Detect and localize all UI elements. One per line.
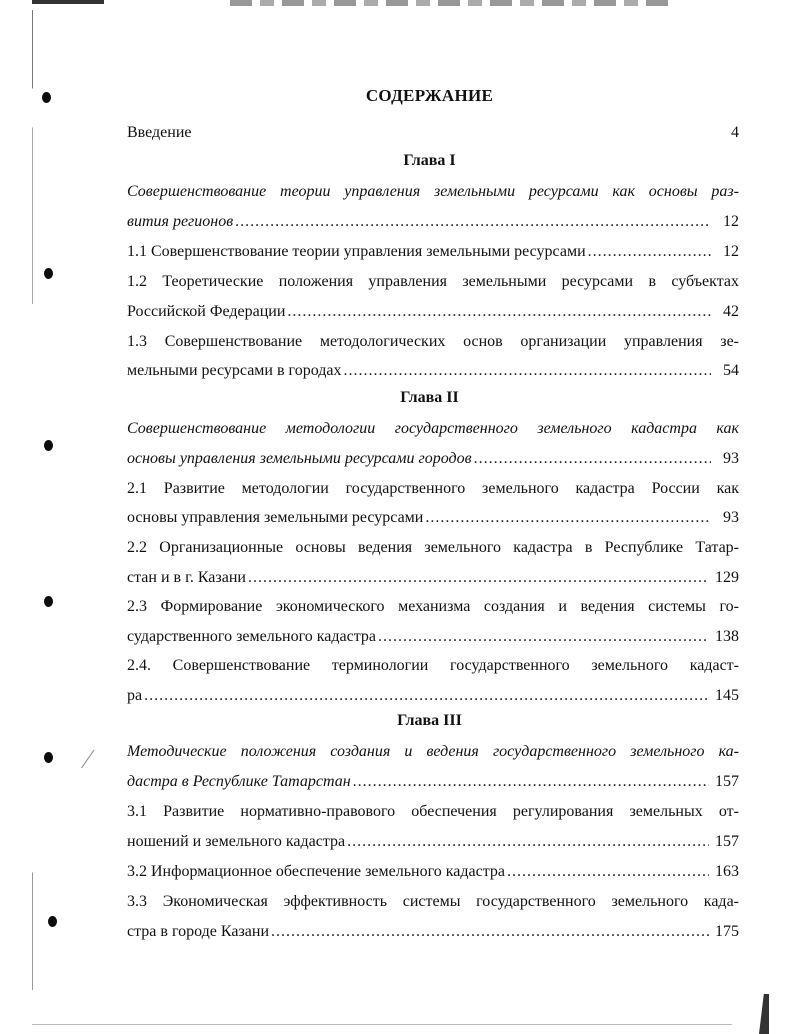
toc-entry-1-2-line2: Российской Федерации ..... 42 <box>127 301 739 323</box>
leader-dots <box>588 241 711 263</box>
toc-page-number: 4 <box>731 124 739 141</box>
leader-dots <box>287 301 711 323</box>
toc-entry-2-4-line1: 2.4. Совершенствование терминологии государственного земельного кадаст- <box>127 657 739 674</box>
chapter-title-1-line1: Совершенствование теории управления земельными ресурсами как основы раз- <box>127 183 739 200</box>
toc-entry-2-2-line1: 2.2 Организационные основы ведения земельного кадастра в Республике Татар- <box>127 539 739 556</box>
leader-dots <box>248 567 709 589</box>
toc-entry-2-3-line1: 2.3 Формирование экономического механизма создания и ведения системы го- <box>127 598 739 615</box>
leader-dots <box>474 448 711 470</box>
chapter-heading-1: Глава I <box>403 152 456 169</box>
chapter-title-1-line2: вития регионов ..... 12 <box>127 211 739 233</box>
toc-page-number: 175 <box>715 923 739 940</box>
toc-page-number: 12 <box>723 213 739 230</box>
toc-entry-2-4-line2: ра ..... 145 <box>127 685 739 707</box>
leader-dots <box>271 921 709 943</box>
chapter-heading-3: Глава III <box>397 712 462 729</box>
toc-entry-3-2: 3.2 Информационное обеспечение земельного кадастра ..... 163 <box>127 861 739 883</box>
toc-entry-2-2-line2: стан и в г. Казани ..... 129 <box>127 567 739 589</box>
toc-page-number: 93 <box>723 509 739 526</box>
toc-entry-2-1-line2: основы управления земельными ресурсами ..... 93 <box>127 507 739 529</box>
toc-page-number: 42 <box>723 303 739 320</box>
toc-entry-1-3-line1: 1.3 Совершенствование методологических основ организации управления зе- <box>127 333 739 350</box>
toc-page-number: 163 <box>715 863 739 880</box>
toc-entry-3-3-line1: 3.3 Экономическая эффективность системы государственного земельного када- <box>127 893 739 910</box>
toc-entry-1-2-line1: 1.2 Теоретические положения управления земельными ресурсами в субъектах <box>127 273 739 290</box>
toc-entry-1-1: 1.1 Совершенствование теории управления земельными ресурсами ..... 12 <box>127 241 739 263</box>
leader-dots <box>425 507 711 529</box>
leader-dots <box>343 360 711 382</box>
leader-dots <box>507 861 709 883</box>
toc-page-number: 54 <box>723 362 739 379</box>
chapter-title-2-line2: основы управления земельными ресурсами городов ..... 93 <box>127 448 739 470</box>
toc-entry-3-3-line2: стра в городе Казани ..... 175 <box>127 921 739 943</box>
leader-dots <box>353 771 709 793</box>
toc-page-number: 157 <box>715 833 739 850</box>
chapter-title-2-line1: Совершенствование методологии государственного земельного кадастра как <box>127 420 739 437</box>
toc-page-number: 157 <box>715 773 739 790</box>
leader-dots <box>378 626 709 648</box>
leader-dots <box>347 831 709 853</box>
toc-page-number: 12 <box>723 243 739 260</box>
chapter-title-3-line1: Методические положения создания и ведения государственного земельного ка- <box>127 743 739 760</box>
toc-entry-3-1-line1: 3.1 Развитие нормативно-правового обеспечения регулирования земельных от- <box>127 803 739 820</box>
toc-entry-3-1-line2: ношений и земельного кадастра ..... 157 <box>127 831 739 853</box>
toc-entry-label: Введение <box>127 124 192 141</box>
toc-entry-1-3-line2: мельными ресурсами в городах ..... 54 <box>127 360 739 382</box>
toc-page-number: 93 <box>723 450 739 467</box>
toc-page-number: 129 <box>715 569 739 586</box>
toc-page-number: 138 <box>715 628 739 645</box>
chapter-title-3-line2: дастра в Республике Татарстан ..... 157 <box>127 771 739 793</box>
leader-dots <box>235 211 711 233</box>
page-title: СОДЕРЖАНИЕ <box>365 86 494 105</box>
leader-dots <box>144 685 709 707</box>
toc-page-number: 145 <box>715 687 739 704</box>
toc-entry-2-3-line2: сударственного земельного кадастра ..... 138 <box>127 626 739 648</box>
toc-entry-introduction <box>127 122 739 144</box>
toc-entry-2-1-line1: 2.1 Развитие методологии государственного земельного кадастра России как <box>127 480 739 497</box>
chapter-heading-2: Глава II <box>400 389 459 406</box>
